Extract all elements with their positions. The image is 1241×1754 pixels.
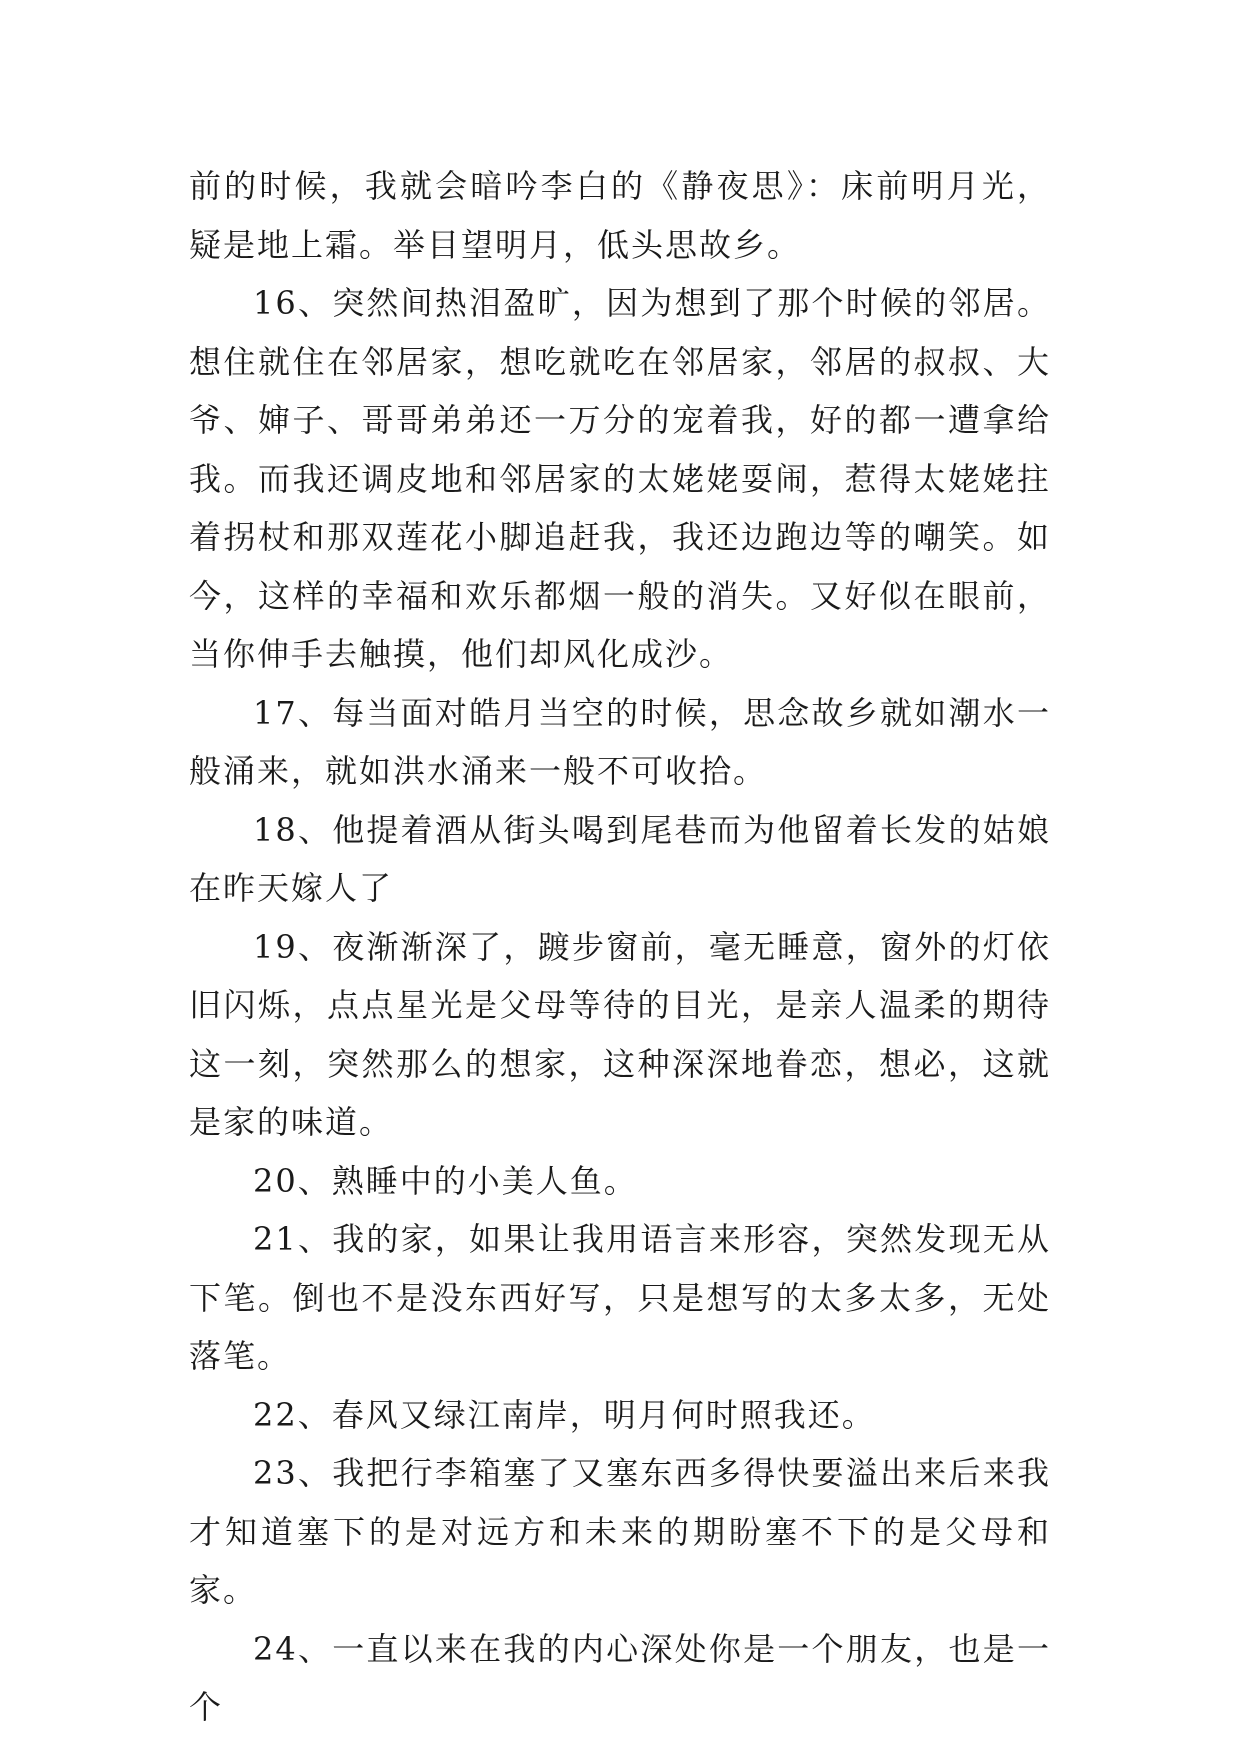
- paragraph-17: 17、每当面对皓月当空的时候，思念故乡就如潮水一般涌来，就如洪水涌来一般不可收拾。: [189, 693, 1051, 790]
- paragraph-22: 22、春风又绿江南岸，明月何时照我还。: [253, 1395, 876, 1434]
- paragraph-18: 18、他提着酒从街头喝到尾巷而为他留着长发的姑娘在昨天嫁人了: [189, 810, 1051, 907]
- body-text: [189, 157, 1051, 1737]
- paragraph-24: 24、一直以来在我的内心深处你是一个朋友，也是一个: [189, 1629, 1051, 1726]
- paragraph-20: 20、熟睡中的小美人鱼。: [253, 1161, 638, 1200]
- paragraph-23: 23、我把行李箱塞了又塞东西多得快要溢出来后来我才知道塞下的是对远方和未来的期盼塞不下的是父母和家。: [189, 1454, 1051, 1609]
- paragraph-21: 21、我的家，如果让我用语言来形容，突然发现无从下笔。倒也不是没东西好写，只是想写的太多太多，无处落笔。: [189, 1220, 1051, 1375]
- paragraph-19: 19、夜渐渐深了，踱步窗前，毫无睡意，窗外的灯依旧闪烁，点点星光是父母等待的目光，是亲人温柔的期待这一刻，突然那么的想家，这种深深地眷恋，想必，这就是家的味道。: [189, 927, 1051, 1141]
- paragraph-continued: 前的时候，我就会暗吟李白的《静夜思》：床前明月光，疑是地上霜。举目望明月，低头思故乡。: [189, 167, 1051, 264]
- paragraph-16: 16、突然间热泪盈旷，因为想到了那个时候的邻居。想住就住在邻居家，想吃就吃在邻居家，邻居的叔叔、大爷、婶子、哥哥弟弟还一万分的宠着我，好的都一遭拿给我。而我还调皮地和邻居家的太姥姥耍闹，惹得太姥姥拄着拐杖和那双莲花小脚追赶我，我还边跑边等的嘲笑。如今，这样的幸福和欢乐都烟一般的消失。又好似在眼前，当你伸手去触摸，他们却风化成沙。: [189, 284, 1051, 673]
